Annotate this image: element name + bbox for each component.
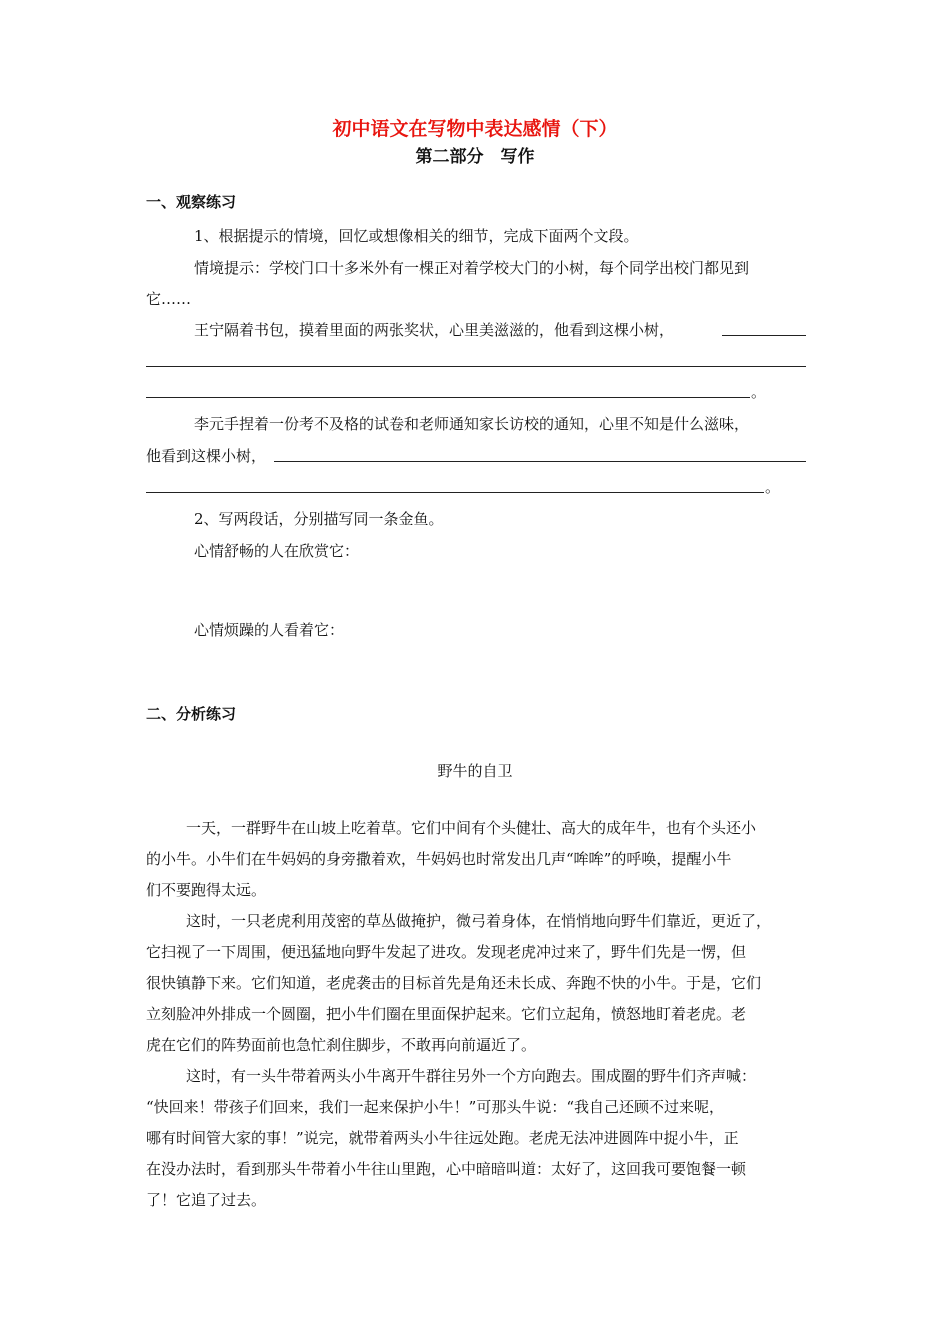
wang-period: 。	[751, 383, 767, 401]
text-line: 的小牛。小牛们在牛妈妈的身旁撒着欢，牛妈妈也时常发出几声“哞哞”的呼唤，提醒小牛	[146, 850, 732, 868]
question-2: 2、写两段话，分别描写同一条金鱼。	[194, 510, 444, 528]
wang-answer-blank-2[interactable]	[146, 366, 806, 367]
text-line: 们不要跑得太远。	[146, 881, 267, 899]
happy-prompt: 心情舒畅的人在欣赏它：	[194, 542, 360, 560]
text-line: 了！它追了过去。	[146, 1191, 267, 1209]
li-answer-blank-2[interactable]	[146, 492, 764, 493]
li-answer-blank-1[interactable]	[274, 461, 806, 462]
text-line: 它扫视了一下周围，便迅猛地向野牛发起了进攻。发现老虎冲过来了，野牛们先是一愣，但	[146, 943, 747, 961]
li-period: 。	[765, 478, 781, 496]
scenario-line-1: 情境提示：学校门口十多米外有一棵正对着学校大门的小树，每个同学出校门都见到	[194, 259, 750, 277]
wang-sentence	[194, 320, 674, 340]
story-title: 野牛的自卫	[437, 762, 513, 780]
wang-answer-blank-3[interactable]	[146, 397, 750, 398]
page-title: 初中语文在写物中表达感情（下）	[332, 118, 618, 140]
question-1: 1、根据提示的情境，回忆或想像相关的细节，完成下面两个文段。	[194, 227, 639, 245]
text-line: 在没办法时，看到那头牛带着小牛往山里跑，心中暗暗叫道：太好了，这回我可要饱餐一顿	[146, 1160, 747, 1178]
li-line-2: 他看到这棵小树，	[146, 447, 267, 465]
text-line: 立刻脸冲外排成一个圆圈，把小牛们圈在里面保护起来。它们立起角，愤怒地盯着老虎。老	[146, 1005, 747, 1023]
section-heading-analysis: 二、分析练习	[146, 705, 237, 723]
irritated-prompt: 心情烦躁的人看着它：	[194, 621, 345, 639]
wang-answer-blank-1[interactable]	[722, 335, 806, 336]
wang-text: 王宁隔着书包，摸着里面的两张奖状，心里美滋滋的，他看到这棵小树，	[194, 321, 675, 339]
text-line: 虎在它们的阵势面前也急忙刹住脚步，不敢再向前逼近了。	[146, 1036, 537, 1054]
section-heading-observation: 一、观察练习	[146, 193, 237, 211]
li-line-1: 李元手捏着一份考不及格的试卷和老师通知家长访校的通知，心里不知是什么滋味，	[194, 415, 750, 433]
text-line: 一天，一群野牛在山坡上吃着草。它们中间有个头健壮、高大的成年牛，也有个头还小	[186, 819, 757, 837]
text-line: 这时，一只老虎利用茂密的草丛做掩护，微弓着身体，在悄悄地向野牛们靠近，更近了，	[186, 912, 772, 930]
page-subtitle: 第二部分 写作	[415, 147, 535, 167]
text-line: 很快镇静下来。它们知道，老虎袭击的目标首先是角还未长成、奔跑不快的小牛。于是，它们	[146, 974, 762, 992]
text-line: 哪有时间管大家的事！”说完，就带着两头小牛往远处跑。老虎无法冲进圆阵中捉小牛，正	[146, 1129, 739, 1147]
text-line: “快回来！带孩子们回来，我们一起来保护小牛！”可那头牛说：“我自己还顾不过来呢，	[146, 1098, 725, 1116]
text-line: 这时，有一头牛带着两头小牛离开牛群往另外一个方向跑去。围成圈的野牛们齐声喊：	[186, 1067, 757, 1085]
scenario-line-2: 它……	[146, 290, 192, 308]
